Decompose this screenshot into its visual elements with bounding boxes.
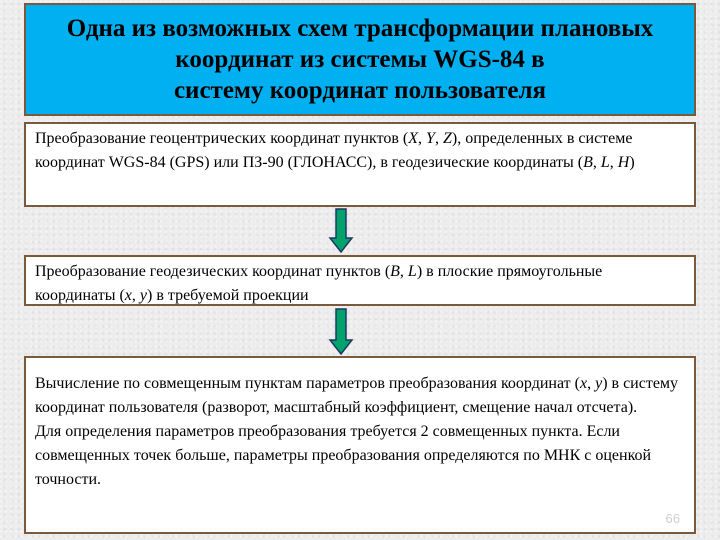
step-box-2 (24, 255, 696, 306)
step-box-1 (24, 122, 696, 207)
variable-symbol: y (139, 287, 147, 304)
variable-symbol: L (600, 154, 610, 171)
variable-symbol: y (595, 375, 603, 392)
step-box-3 (24, 356, 696, 534)
title-box (24, 3, 696, 116)
variable-symbol: Y (426, 130, 435, 147)
page-number: 66 (665, 511, 680, 526)
step-text-3: Вычисление по совмещенным пунктам параметров преобразования координат (x, y) в систему координат пользователя (разворот, масштабный коэффициент, смещение начал отсчета). Для определения параметров преобразования требуется 2 совмещенных пункта. Если совмещенных точек больше, параметры преобразования определяются по МНК с оценкой точности. (35, 375, 679, 488)
variable-symbol: L (407, 263, 417, 280)
variable-symbol: Z (442, 130, 452, 147)
down-arrow-icon (328, 208, 354, 253)
variable-symbol: X (408, 130, 419, 147)
variable-symbol: x (579, 375, 588, 392)
variable-symbol: B (583, 154, 593, 171)
variable-symbol: x (124, 287, 132, 304)
variable-symbol: H (617, 154, 630, 171)
step-text-1: Преобразование геоцентрических координат пунктов (X, Y, Z), определенных в системе координат WGS-84 (GPS) или ПЗ-90 (ГЛОНАСС), в геодезические координаты (B, L, H) (35, 130, 635, 171)
slide-title: Одна из возможных схем трансформации плановых координат из системы WGS-84 в систему координат пользователя (66, 15, 654, 104)
down-arrow-icon (328, 308, 354, 355)
step-text-2: Преобразование геодезических координат пунктов (B, L) в плоские прямоугольные координаты (x, y) в требуемой проекции (35, 263, 603, 304)
variable-symbol: B (390, 263, 400, 280)
